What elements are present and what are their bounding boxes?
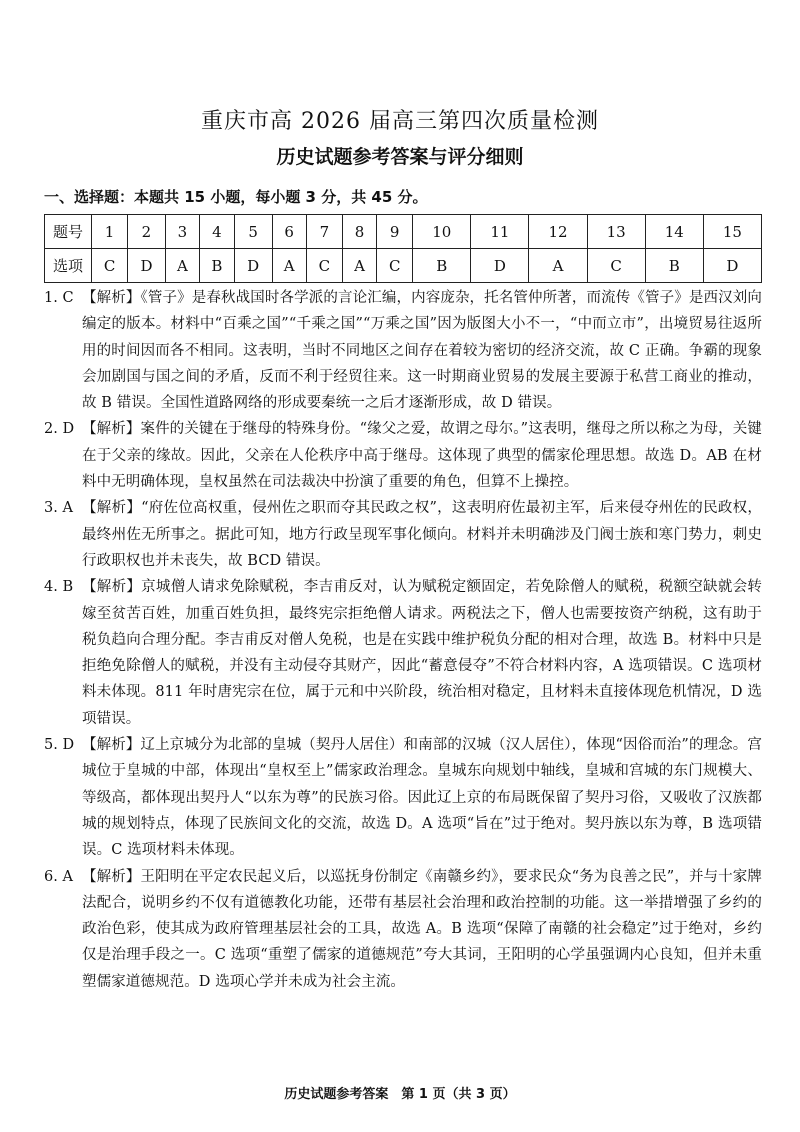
number-cell: 2 — [128, 215, 166, 249]
item-number: 1. C — [44, 290, 74, 306]
option-cell: A — [272, 249, 306, 283]
section-heading: 一、选择题：本题共 15 小题，每小题 3 分，共 45 分。 — [44, 188, 428, 206]
number-cell: 15 — [703, 215, 761, 249]
explanation-item — [44, 416, 762, 495]
number-cell: 3 — [165, 215, 199, 249]
explanation-item — [44, 495, 762, 574]
option-cell: D — [234, 249, 272, 283]
document-subtitle: 历史试题参考答案与评分细则 — [276, 146, 524, 168]
option-cell: C — [377, 249, 413, 283]
number-cell: 5 — [234, 215, 272, 249]
option-cell: A — [529, 249, 587, 283]
option-cell: C — [587, 249, 645, 283]
item-text: 【解析】《管子》是春秋战国时各学派的言论汇编，内容庞杂，托名管仲所著，而流传《管子》是西汉刘向编定的版本。材料中“百乘之国”“千乘之国”“万乘之国”因为版图大小不一，“中而立市”，出境贸易往返所用的时间因而各不相同。这表明，当时不同地区之间存在着较为密切的经济交流，故 C 正确。争霸的现象会加剧国与国之间的矛盾，反而不利于经贸往来。这一时期商业贸易的发展主要源于私营工商业的推动，故 B 错误。全国性道路网络的形成要秦统一之后才逐渐形成，故 D 错误。 — [82, 290, 762, 412]
answer-table — [44, 214, 762, 283]
number-cell: 9 — [377, 215, 413, 249]
document-title: 重庆市高 2026 届高三第四次质量检测 — [201, 109, 599, 134]
item-text: 【解析】“府佐位高权重，侵州佐之职而夺其民政之权”，这表明府佐最初主军，后来侵夺州佐的民政权，最终州佐无所事之。据此可知，地方行政呈现军事化倾向。材料并未明确涉及门阀士族和寒门势力，刺史行政职权也并未丧失，故 BCD 错误。 — [82, 500, 762, 569]
number-cell: 7 — [306, 215, 342, 249]
explanation-list — [44, 285, 762, 995]
answer-option-row — [45, 249, 762, 283]
number-cell: 8 — [342, 215, 376, 249]
explanation-item — [44, 732, 762, 863]
item-number: 4. B — [44, 579, 74, 596]
option-cell: B — [413, 249, 471, 283]
explanation-item — [44, 574, 762, 732]
item-text: 【解析】王阳明在平定农民起义后，以巡抚身份制定《南赣乡约》，要求民众“务为良善之民”，并与十家牌法配合，说明乡约不仅有道德教化功能，还带有基层社会治理和政治控制的功能。这一举措增强了乡约的政治色彩，使其成为政府管理基层社会的工具，故选 A。B 选项“保障了南赣的社会稳定”过于绝对，乡约仅是治理手段之一。C 选项“重塑了儒家的道德规范”夸大其词，王阳明的心学虽强调内心良知，但并未重塑儒家道德规范。D 选项心学并未成为社会主流。 — [82, 868, 762, 990]
number-cell: 4 — [200, 215, 235, 249]
option-cell: D — [703, 249, 761, 283]
item-number: 6. A — [44, 868, 73, 885]
number-cell: 12 — [529, 215, 587, 249]
option-cell: D — [471, 249, 529, 283]
option-cell: B — [200, 249, 235, 283]
number-cell: 11 — [471, 215, 529, 249]
page-footer: 历史试题参考答案 第 1 页（共 3 页） — [284, 1087, 516, 1102]
option-cell: C — [306, 249, 342, 283]
option-cell: A — [165, 249, 199, 283]
option-cell: C — [92, 249, 128, 283]
explanation-item — [44, 864, 762, 995]
question-number-row — [45, 215, 762, 249]
number-cell: 6 — [272, 215, 306, 249]
item-number: 3. A — [44, 500, 73, 517]
number-cell: 1 — [92, 215, 128, 249]
item-number: 2. D — [44, 421, 75, 438]
item-text: 【解析】辽上京城分为北部的皇城（契丹人居住）和南部的汉城（汉人居住），体现“因俗而治”的理念。宫城位于皇城的中部，体现出“皇权至上”儒家政治理念。皇城东向规划中轴线，皇城和宫城的东门规模大、等级高，都体现出契丹人“以东为尊”的民族习俗。因此辽上京的布局既保留了契丹习俗，又吸收了汉族都城的规划特点，体现了民族间文化的交流，故选 D。A 选项“旨在”过于绝对。契丹族以东为尊，B 选项错误。C 选项材料未体现。 — [82, 737, 762, 859]
item-number: 5. D — [44, 737, 75, 754]
number-cell: 13 — [587, 215, 645, 249]
option-cell: D — [128, 249, 166, 283]
item-text: 【解析】京城僧人请求免除赋税，李吉甫反对，认为赋税定额固定，若免除僧人的赋税，税额空缺就会转嫁至贫苦百姓，加重百姓负担，最终宪宗拒绝僧人请求。两税法之下，僧人也需要按资产纳税，这有助于税负趋向合理分配。李吉甫反对僧人免税，也是在实践中维护税负分配的相对合理，故选 B。材料中只是拒绝免除僧人的赋税，并没有主动侵夺其财产，因此“蓄意侵夺”不符合材料内容，A 选项错误。C 选项材料未体现。811 年时唐宪宗在位，属于元和中兴阶段，统治相对稳定，且材料未直接体现危机情况，D 选项错误。 — [82, 579, 762, 727]
explanation-item — [44, 285, 762, 416]
number-cell: 10 — [413, 215, 471, 249]
option-cell: B — [645, 249, 703, 283]
item-text: 【解析】案件的关键在于继母的特殊身份。“缘父之爱，故谓之母尔。”这表明，继母之所以称之为母，关键在于父亲的缘故。因此，父亲在人伦秩序中高于继母。这体现了典型的儒家伦理思想。故选 D。AB 在材料中无明确体现，皇权虽然在司法裁决中扮演了重要的角色，但算不上操控。 — [82, 421, 762, 491]
row-label-number: 题号 — [45, 215, 92, 249]
row-label-option: 选项 — [45, 249, 92, 283]
number-cell: 14 — [645, 215, 703, 249]
option-cell: A — [342, 249, 376, 283]
